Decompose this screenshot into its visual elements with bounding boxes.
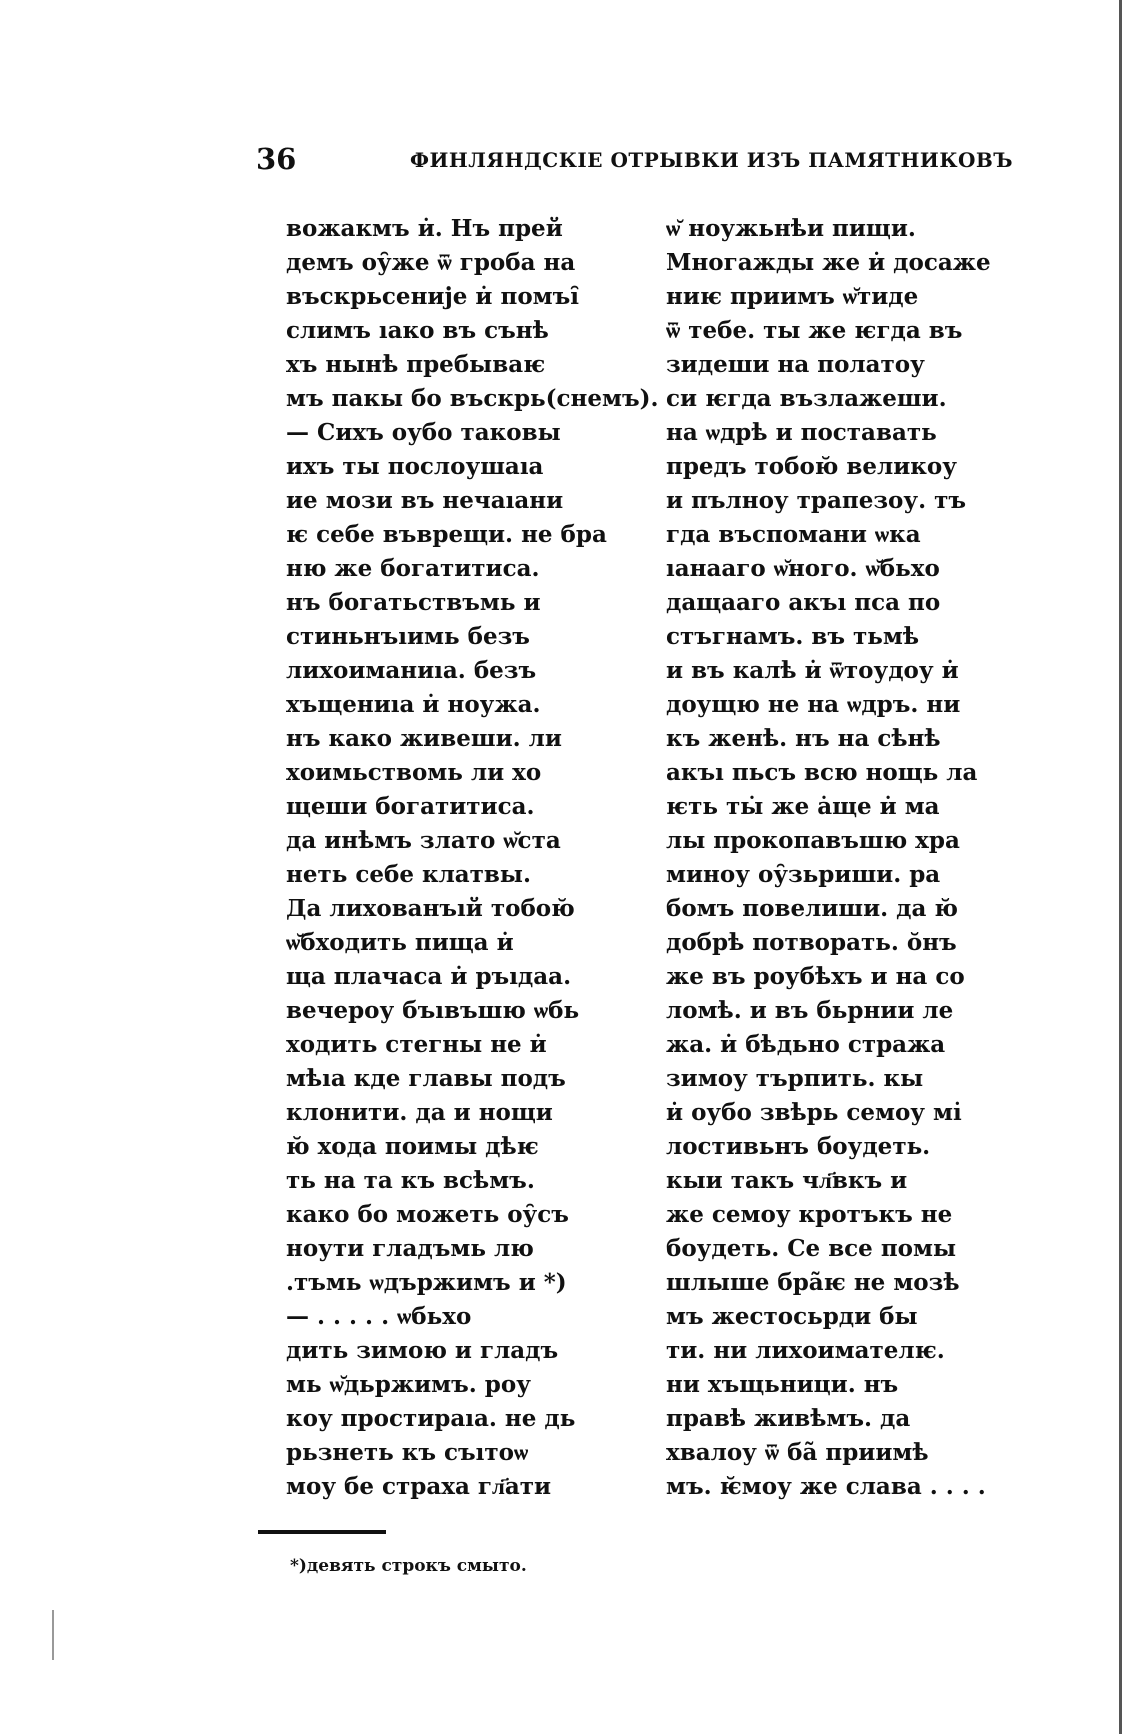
text-line: ниѥ приимъ ѡ̆тиде xyxy=(666,283,919,310)
text-line: предъ тобою̆ великоу xyxy=(666,453,957,480)
text-line: моу бе страха гл҃ати xyxy=(286,1473,552,1500)
text-line: ѥть ты̇ же а̇ще и̇ ма xyxy=(666,793,940,820)
text-line: миноу оу̑зьриши. ра xyxy=(666,861,941,888)
text-line: ти. ни лихоимателѥ. xyxy=(666,1337,945,1364)
text-line: Многажды же и̇ досаже xyxy=(666,249,991,276)
text-line: слимъ ıако въ сънѣ xyxy=(286,317,549,344)
text-line: дить зимою и гладъ xyxy=(286,1337,559,1364)
text-line: къ женѣ. нъ на сѣнѣ xyxy=(666,725,941,752)
scan-artifact xyxy=(52,1610,54,1660)
right-text-column xyxy=(666,212,1076,1504)
text-line: бомъ повелиши. да ю̆ xyxy=(666,895,958,922)
text-line: ихъ ты послоушаıа xyxy=(286,453,544,480)
text-line: ю̆ хода поимы дѣѥ xyxy=(286,1133,539,1160)
text-line: .тъмь ѡдържимъ и *) xyxy=(286,1269,567,1296)
footnote-rule xyxy=(258,1530,386,1534)
text-line: коу простираıа. не дь xyxy=(286,1405,576,1432)
text-line: кыи такъ чл҃вкъ и xyxy=(666,1167,908,1194)
text-line: лостивьнъ боудеть. xyxy=(666,1133,931,1160)
text-line: нъ богатьствъмь и xyxy=(286,589,541,616)
footnote: *)девять строкъ смыто. xyxy=(290,1556,527,1576)
binding-edge-line xyxy=(1119,0,1122,1734)
text-line: лы прокопавъшю хра xyxy=(666,827,960,854)
text-line: да инѣмъ злато ѡ̆ста xyxy=(286,827,561,854)
text-line: неть себе клатвы. xyxy=(286,861,531,888)
text-line: доущю не на ѡдръ. ни xyxy=(666,691,961,718)
text-line: како бо можеть оу̑съ xyxy=(286,1201,569,1228)
text-line: — Сихъ оубо таковы xyxy=(286,419,561,446)
running-head: ФИНЛЯНДСКІЕ ОТРЫВКИ ИЗЪ ПАМЯТНИКОВЪ xyxy=(410,148,1013,172)
text-line: ѥ себе въврещи. не бра xyxy=(286,521,607,548)
text-line: вечероу бъıвъшю ѡбь xyxy=(286,997,580,1024)
left-text-column xyxy=(286,212,666,1504)
text-line: щеши богатитиса. xyxy=(286,793,535,820)
text-line: акъı пьсъ всю нощь ла xyxy=(666,759,978,786)
text-line: зидеши на полатоу xyxy=(666,351,925,378)
page-number: 36 xyxy=(256,142,297,176)
text-line: ѡ̆бходить пища и̇ xyxy=(286,929,514,956)
text-line: и̇ оубо звѣрь семоу мі̇ xyxy=(666,1099,962,1126)
text-line: шлыше бра̃ѥ не мозѣ xyxy=(666,1269,960,1296)
text-line: въскрьсеније и̇ помъı̑ xyxy=(286,283,580,310)
text-line: хъщениıа и̇ ноужа. xyxy=(286,691,541,718)
text-line: демъ оу̑же ѿ гроба на xyxy=(286,249,576,276)
text-line: лихоиманиıа. безъ xyxy=(286,657,537,684)
text-line: ни хъщьници. нъ xyxy=(666,1371,899,1398)
text-line: хоимьствомь ли хо xyxy=(286,759,542,786)
text-line: мъ. ѥ̆моу же слава . . . . xyxy=(666,1473,986,1500)
text-line: си ѥгда възлажеши. xyxy=(666,385,947,412)
text-line: же въ роубѣхъ и на со xyxy=(666,963,965,990)
text-line: рьзнеть къ съıтоѡ xyxy=(286,1439,529,1466)
text-line: ѿ тебе. ты же ѥгда въ xyxy=(666,317,963,344)
text-line: ща плачаса и̇ ръıдаа. xyxy=(286,963,572,990)
text-line: мъ жестосьрди бы xyxy=(666,1303,918,1330)
text-line: ıанааго ѡ̆ного. ѡ̆бьхо xyxy=(666,555,940,582)
text-line: и въ калѣ и̇ ѿтоудоу и̇ xyxy=(666,657,959,684)
text-line: ню же богатитиса. xyxy=(286,555,540,582)
text-line: хвалоу ѿ ба̃ приимѣ xyxy=(666,1439,929,1466)
text-line: на ѡдрѣ и поставать xyxy=(666,419,937,446)
text-line: — . . . . . ѡбьхо xyxy=(286,1303,472,1330)
text-line: нъ како живеши. ли xyxy=(286,725,562,752)
text-line: стиньнъıимь безъ xyxy=(286,623,530,650)
text-line: правѣ живѣмъ. да xyxy=(666,1405,911,1432)
text-line: жа. и̇ бѣдьно стража xyxy=(666,1031,946,1058)
text-line: дащааго акъı пса по xyxy=(666,589,941,616)
text-line: ломѣ. и въ бьрнии ле xyxy=(666,997,954,1024)
text-line: мъ пакы бо въскрь(снемъ). xyxy=(286,385,659,412)
text-line: ходить стегны не и̇ xyxy=(286,1031,547,1058)
text-line: боудеть. Се все помы xyxy=(666,1235,957,1262)
text-line: мѣıа кде главы подъ xyxy=(286,1065,566,1092)
text-line: ѡ̆ ноужьнѣи пищи. xyxy=(666,215,916,242)
text-line: клонити. да и нощи xyxy=(286,1099,553,1126)
text-line: и пълноу трапезоу. тъ xyxy=(666,487,967,514)
text-line: стъгнамъ. въ тьмѣ xyxy=(666,623,920,650)
text-line: же семоу кротъкъ не xyxy=(666,1201,953,1228)
text-line: зимоу търпить. кы xyxy=(666,1065,924,1092)
text-line: ть на та къ всѣмъ. xyxy=(286,1167,535,1194)
text-line: Да лихованъıй тобою̆ xyxy=(286,895,575,922)
text-line: гда въспомани ѡка xyxy=(666,521,921,548)
text-line: мь ѡ̆дьржимъ. роу xyxy=(286,1371,531,1398)
text-line: вожакмъ и̇. Нъ прей xyxy=(286,215,563,242)
text-line: ие мози въ нечаıани xyxy=(286,487,564,514)
text-line: ноути гладъмь лю xyxy=(286,1235,534,1262)
text-line: добрѣ потворать. о̆нъ xyxy=(666,929,957,956)
text-line: хъ нынѣ пребываѥ xyxy=(286,351,546,378)
